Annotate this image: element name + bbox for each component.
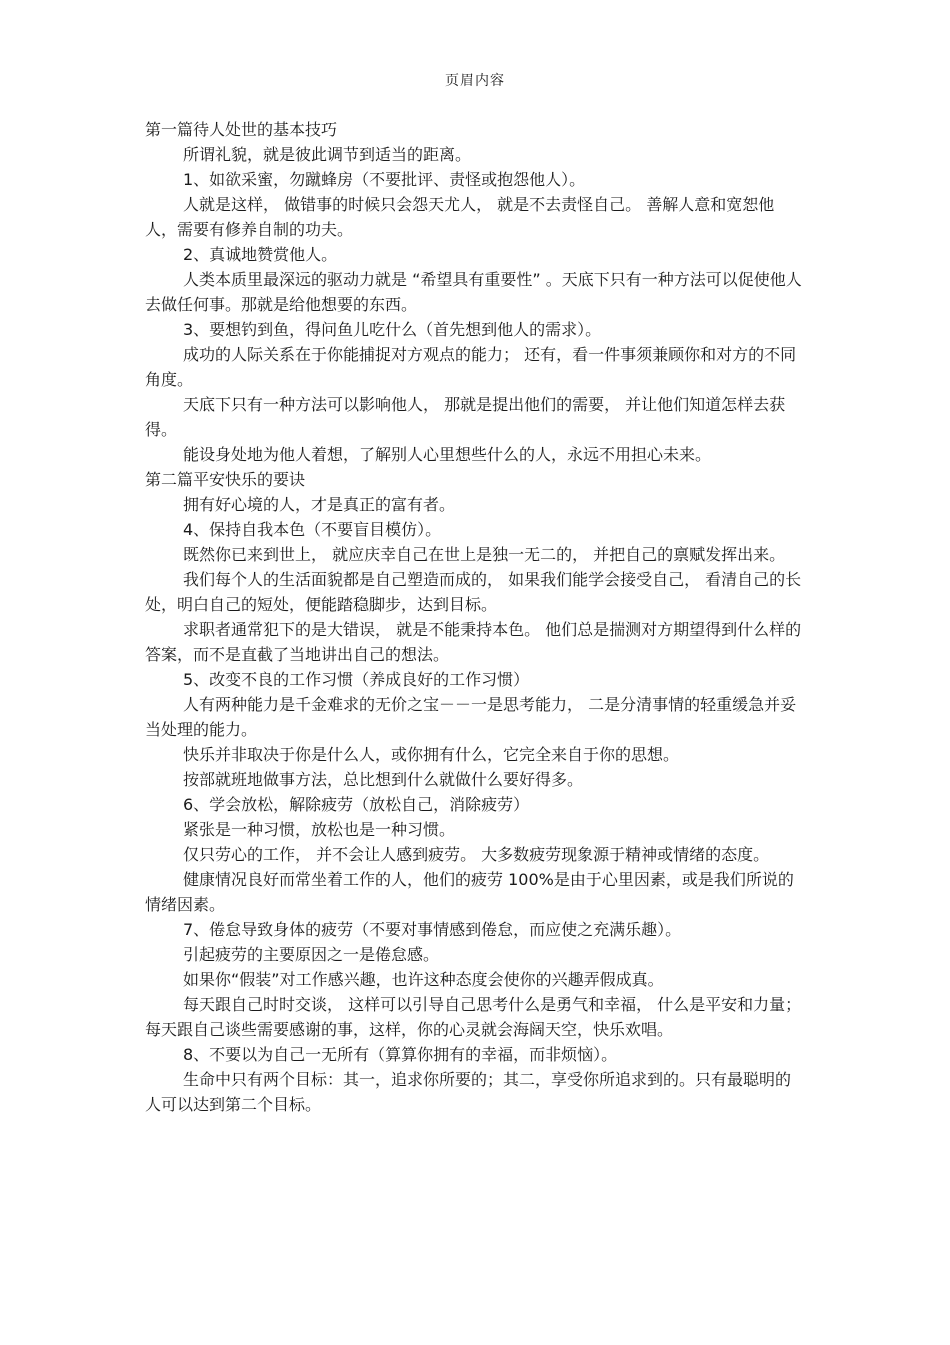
paragraph: 仅只劳心的工作， 并不会让人感到疲劳。 大多数疲劳现象源于精神或情绪的态度。	[183, 845, 770, 864]
paragraph: 能设身处地为他人着想，了解别人心里想些什么的人，永远不用担心未来。	[183, 445, 712, 464]
paragraph: 7、倦怠导致身体的疲劳（不要对事情感到倦怠，而应使之充满乐趣）。	[183, 920, 682, 939]
paragraph: 拥有好心境的人，才是真正的富有者。	[183, 495, 456, 514]
paragraph: 天底下只有一种方法可以影响他人， 那就是提出他们的需要， 并让他们知道怎样去获得。	[145, 395, 786, 439]
paragraph: 快乐并非取决于你是什么人，或你拥有什么，它完全来自于你的思想。	[183, 745, 680, 764]
section-title: 第一篇待人处世的基本技巧	[145, 120, 338, 139]
section-title: 第二篇平安快乐的要诀	[145, 470, 306, 489]
paragraph: 1、如欲采蜜，勿蹴蜂房（不要批评、责怪或抱怨他人）。	[183, 170, 586, 189]
paragraph: 紧张是一种习惯，放松也是一种习惯。	[183, 820, 456, 839]
paragraph: 4、保持自我本色（不要盲目模仿）。	[183, 520, 442, 539]
paragraph: 引起疲劳的主要原因之一是倦怠感。	[183, 945, 440, 964]
paragraph: 每天跟自己时时交谈， 这样可以引导自己思考什么是勇气和幸福， 什么是平安和力量；每天跟自己谈些需要感谢的事，这样，你的心灵就会海阔天空，快乐欢唱。	[145, 995, 802, 1039]
paragraph: 人类本质里最深远的驱动力就是 “希望具有重要性” 。天底下只有一种方法可以促使他人去做任何事。那就是给他想要的东西。	[145, 270, 802, 314]
page-header: 页眉内容	[445, 73, 505, 89]
paragraph: 人有两种能力是千金难求的无价之宝－－一是思考能力， 二是分清事情的轻重缓急并妥当处理的能力。	[145, 695, 797, 739]
paragraph: 求职者通常犯下的是大错误， 就是不能秉持本色。 他们总是揣测对方期望得到什么样的答案，而不是直截了当地讲出自己的想法。	[145, 620, 802, 664]
paragraph: 我们每个人的生活面貌都是自己塑造而成的， 如果我们能学会接受自己， 看清自己的长处，明白自己的短处，便能踏稳脚步，达到目标。	[145, 570, 802, 614]
paragraph: 6、学会放松，解除疲劳（放松自己，消除疲劳）	[183, 795, 530, 814]
paragraph: 5、改变不良的工作习惯（养成良好的工作习惯）	[183, 670, 530, 689]
paragraph: 8、不要以为自己一无所有（算算你拥有的幸福，而非烦恼）。	[183, 1045, 618, 1064]
paragraph: 所谓礼貌，就是彼此调节到适当的距离。	[183, 145, 472, 164]
paragraph: 3、要想钓到鱼，得问鱼儿吃什么（首先想到他人的需求）。	[183, 320, 602, 339]
paragraph: 按部就班地做事方法，总比想到什么就做什么要好得多。	[183, 770, 584, 789]
paragraph: 如果你“假装”对工作感兴趣，也许这种态度会使你的兴趣弄假成真。	[183, 970, 664, 989]
paragraph: 成功的人际关系在于你能捕捉对方观点的能力； 还有，看一件事须兼顾你和对方的不同角度。	[145, 345, 797, 389]
paragraph: 健康情况良好而常坐着工作的人，他们的疲劳 100%是由于心里因素，或是我们所说的情绪因素。	[145, 870, 794, 914]
paragraph: 2、真诚地赞赏他人。	[183, 245, 338, 264]
paragraph: 既然你已来到世上， 就应庆幸自己在世上是独一无二的， 并把自己的禀赋发挥出来。	[183, 545, 786, 564]
paragraph: 生命中只有两个目标：其一，追求你所要的；其二，享受你所追求到的。只有最聪明的人可以达到第二个目标。	[145, 1070, 792, 1114]
document-body	[145, 117, 805, 1117]
paragraph: 人就是这样， 做错事的时候只会怨天尤人， 就是不去责怪自己。 善解人意和宽恕他人，需要有修养自制的功夫。	[145, 195, 775, 239]
